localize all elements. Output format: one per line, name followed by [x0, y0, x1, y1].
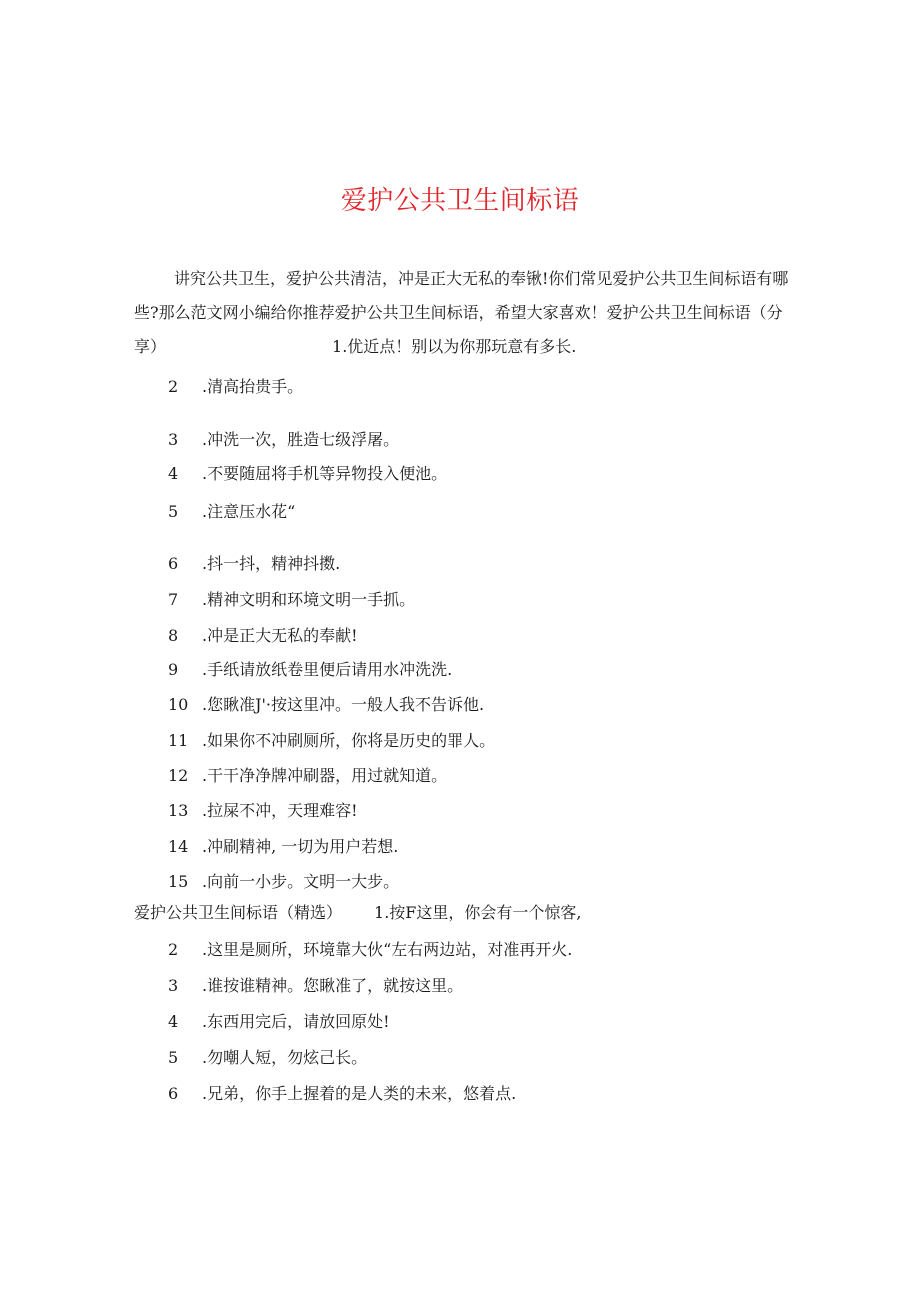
section2-line — [134, 903, 581, 923]
item-text: .精神文明和环境文明一手抓。 — [202, 590, 416, 609]
intro-paragraph — [134, 262, 794, 364]
item-number: 14 — [168, 837, 189, 856]
item-number: 12 — [168, 766, 189, 785]
list1-item-6 — [168, 554, 340, 574]
list1-item-1: 1.优近点！别以为你那玩意有多长. — [332, 337, 577, 356]
item-number: 5 — [168, 502, 179, 521]
item-number: 7 — [168, 590, 179, 609]
item-number: 4 — [168, 1012, 179, 1031]
item-text: .谁按谁精神。您瞅准了，就按这里。 — [202, 976, 464, 995]
list2-item-2 — [168, 940, 572, 960]
list1-item-11 — [168, 731, 495, 751]
item-number: 3 — [168, 976, 179, 995]
item-text: .拉屎不冲，天理难容! — [202, 801, 358, 820]
item-number: 11 — [168, 731, 189, 750]
list1-item-8 — [168, 626, 358, 646]
item-text: .您瞅准J'·按这里冲。一般人我不告诉他. — [202, 695, 485, 714]
item-number: 2 — [168, 940, 179, 959]
item-number: 2 — [168, 377, 179, 396]
list1-item-10 — [168, 695, 484, 715]
item-number: 6 — [168, 554, 179, 573]
list2-item-1: 1.按F这里，你会有一个惊客, — [374, 903, 582, 922]
item-number: 8 — [168, 626, 179, 645]
item-number: 5 — [168, 1048, 179, 1067]
item-text: .冲刷精神, 一切为用户若想. — [202, 837, 399, 856]
list1-item-9 — [168, 660, 452, 680]
item-number: 10 — [168, 695, 189, 714]
list1-item-7 — [168, 590, 415, 610]
list1-item-3 — [168, 430, 399, 450]
list1-item-4 — [168, 464, 447, 484]
item-text: .勿嘲人短，勿炫己长。 — [202, 1048, 368, 1067]
item-number: 6 — [168, 1084, 179, 1103]
list1-item-13 — [168, 801, 358, 821]
list1-item-5 — [168, 502, 295, 522]
item-text: .这里是厕所，环境靠大伙“左右两边站，对准再开火. — [202, 940, 573, 959]
list1-item-14 — [168, 837, 398, 857]
item-text: .兄弟，你手上握着的是人类的未来，悠着点. — [202, 1084, 517, 1103]
item-text: .如果你不冲刷厕所，你将是历史的罪人。 — [202, 731, 496, 750]
item-number: 13 — [168, 801, 189, 820]
item-number: 4 — [168, 464, 179, 483]
list1-item-2 — [168, 377, 303, 397]
section2-heading: 爱护公共卫生间标语（精选） — [134, 903, 343, 922]
list2-item-4 — [168, 1012, 390, 1032]
page-title: 爱护公共卫生间标语 — [340, 186, 580, 216]
item-number: 3 — [168, 430, 179, 449]
list1-item-12 — [168, 766, 447, 786]
item-text: .东西用完后，请放回原处! — [202, 1012, 390, 1031]
item-number: 15 — [168, 872, 189, 891]
item-text: .干干净净牌冲刷器，用过就知道。 — [202, 766, 448, 785]
item-text: .清高抬贵手。 — [202, 377, 304, 396]
list2-item-5 — [168, 1048, 367, 1068]
item-text: .注意压水花“ — [202, 502, 296, 521]
list2-item-6 — [168, 1084, 516, 1104]
list1-item-15 — [168, 872, 399, 892]
item-text: .向前一小步。文明一大步。 — [202, 872, 400, 891]
item-text: .手纸请放纸卷里便后请用水冲洗洗. — [202, 660, 453, 679]
intro-text: 讲究公共卫生，爱护公共清洁，冲是正大无私的奉锹!你们常见爱护公共卫生间标语有哪些?那么范文网小编给你推荐爱护公共卫生间标语，希望大家喜欢！爱护公共卫生间标语（分享） — [134, 269, 789, 356]
item-number: 9 — [168, 660, 179, 679]
list2-item-3 — [168, 976, 463, 996]
item-text: .抖一抖，精神抖擞. — [202, 554, 341, 573]
item-text: .不要随屈将手机等异物投入便池。 — [202, 464, 448, 483]
item-text: .冲是正大无私的奉献! — [202, 626, 358, 645]
item-text: .冲洗一次，胜造七级浮屠。 — [202, 430, 400, 449]
